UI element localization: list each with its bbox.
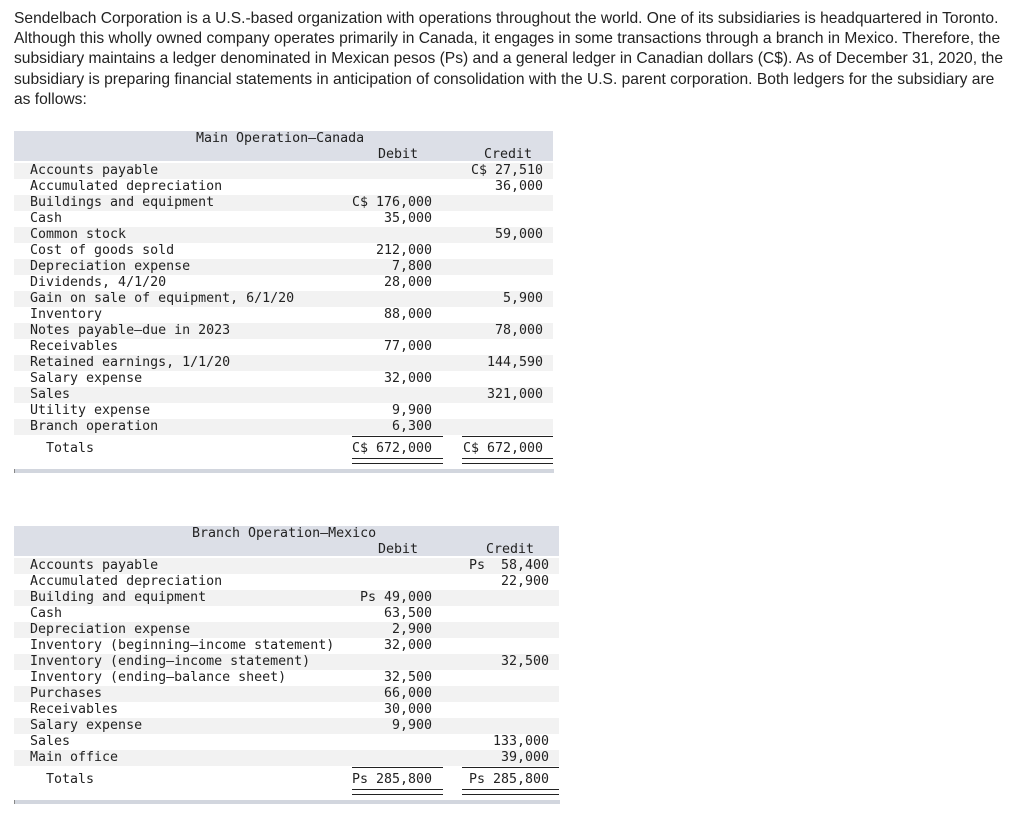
account-name: Gain on sale of equipment, 6/1/20 xyxy=(30,291,295,306)
debit-amount: 66,000 xyxy=(383,686,432,701)
debit-total-double-rule xyxy=(352,789,443,795)
account-name: Receivables xyxy=(30,702,119,717)
table-row xyxy=(14,243,553,259)
totals-row xyxy=(14,772,559,788)
table-row xyxy=(14,195,553,211)
debit-amount: 32,000 xyxy=(383,638,432,653)
credit-total-double-rule xyxy=(462,458,553,464)
debit-amount: 88,000 xyxy=(383,307,432,322)
account-name: Salary expense xyxy=(30,371,143,386)
account-name: Main office xyxy=(30,750,119,765)
table-row xyxy=(14,291,553,307)
mexico-ledger-table xyxy=(14,526,559,811)
debit-amount: 7,800 xyxy=(391,259,432,274)
debit-amount: 9,900 xyxy=(391,403,432,418)
account-name: Inventory (beginning—income statement) xyxy=(30,638,335,653)
table-row xyxy=(14,622,559,638)
account-name: Salary expense xyxy=(30,718,143,733)
table-row xyxy=(14,702,559,718)
credit-subtotal-rule xyxy=(462,436,553,437)
table-row xyxy=(14,638,559,654)
debit-amount: 30,000 xyxy=(383,702,432,717)
debit-amount: 212,000 xyxy=(375,243,432,258)
totals-label: Totals xyxy=(46,441,95,456)
table-row xyxy=(14,371,553,387)
debit-amount: 32,000 xyxy=(383,371,432,386)
credit-column-header: Credit xyxy=(483,147,533,162)
account-name: Inventory (ending—balance sheet) xyxy=(30,670,287,685)
table-footer-bar xyxy=(14,800,560,804)
debit-subtotal-rule xyxy=(352,436,443,437)
credit-amount: 36,000 xyxy=(494,179,543,194)
totals-row xyxy=(14,441,553,457)
table-row xyxy=(14,419,553,435)
account-name: Purchases xyxy=(30,686,103,701)
table-row xyxy=(14,211,553,227)
debit-total-double-rule xyxy=(352,458,443,464)
table-row xyxy=(14,734,559,750)
table-row xyxy=(14,323,553,339)
account-name: Receivables xyxy=(30,339,119,354)
canada-ledger-table xyxy=(14,131,553,481)
table-title: Branch Operation—Mexico xyxy=(192,526,377,541)
table-row xyxy=(14,718,559,734)
table-row xyxy=(14,387,553,403)
table-row xyxy=(14,403,553,419)
credit-amount: 22,900 xyxy=(500,574,549,589)
credit-total: C$ 672,000 xyxy=(462,441,543,456)
table-row xyxy=(14,227,553,243)
table-row xyxy=(14,686,559,702)
credit-total: Ps 285,800 xyxy=(468,772,549,787)
credit-amount: 59,000 xyxy=(494,227,543,242)
credit-amount: 144,590 xyxy=(486,355,543,370)
credit-amount: 78,000 xyxy=(494,323,543,338)
debit-total: Ps 285,800 xyxy=(351,772,432,787)
table-title: Main Operation—Canada xyxy=(196,131,365,146)
problem-intro: Sendelbach Corporation is a U.S.-based organization with operations throughout the world. One of its subsidiaries is headquartered in Toronto. Although this wholly owned company operates primarily in Canada, it engages in some transactions through a branch in Mexico. Therefore, the subsidiary maintains a ledger denominated in Mexican pesos (Ps) and a general ledger in Canadian dollars (C$). As of December 31, 2020, the subsidiary is preparing financial statements in anticipation of consolidation with the U.S. parent corporation. Both ledgers for the subsidiary are as follows: xyxy=(14,10,1004,108)
table-row xyxy=(14,307,553,323)
table-row xyxy=(14,670,559,686)
account-name: Inventory (ending—income statement) xyxy=(30,654,311,669)
table-row xyxy=(14,558,559,574)
account-name: Branch operation xyxy=(30,419,159,434)
debit-amount: Ps 49,000 xyxy=(359,590,432,605)
table-row xyxy=(14,590,559,606)
account-name: Buildings and equipment xyxy=(30,195,215,210)
table-row xyxy=(14,259,553,275)
account-name: Utility expense xyxy=(30,403,151,418)
account-name: Accounts payable xyxy=(30,163,159,178)
credit-amount: 32,500 xyxy=(500,654,549,669)
account-name: Accumulated depreciation xyxy=(30,574,223,589)
credit-amount: Ps 58,400 xyxy=(468,558,549,573)
account-name: Inventory xyxy=(30,307,103,322)
table-row xyxy=(14,339,553,355)
account-name: Retained earnings, 1/1/20 xyxy=(30,355,231,370)
table-row xyxy=(14,163,553,179)
table-row xyxy=(14,574,559,590)
debit-column-header: Debit xyxy=(377,542,419,557)
table-footer-bar xyxy=(14,469,554,473)
credit-amount: 321,000 xyxy=(486,387,543,402)
credit-amount: 133,000 xyxy=(492,734,549,749)
credit-amount: 5,900 xyxy=(502,291,543,306)
credit-column-header: Credit xyxy=(485,542,535,557)
debit-amount: 9,900 xyxy=(391,718,432,733)
account-name: Common stock xyxy=(30,227,127,242)
account-name: Cash xyxy=(30,606,63,621)
credit-amount: C$ 27,510 xyxy=(470,163,543,178)
table-row xyxy=(14,179,553,195)
debit-amount: 32,500 xyxy=(383,670,432,685)
table-row xyxy=(14,750,559,766)
table-row xyxy=(14,275,553,291)
debit-subtotal-rule xyxy=(352,767,443,768)
account-name: Cost of goods sold xyxy=(30,243,175,258)
debit-amount: 28,000 xyxy=(383,275,432,290)
account-name: Accounts payable xyxy=(30,558,159,573)
table-row xyxy=(14,606,559,622)
account-name: Cash xyxy=(30,211,63,226)
debit-amount: 6,300 xyxy=(391,419,432,434)
credit-amount: 39,000 xyxy=(500,750,549,765)
table-row xyxy=(14,654,559,670)
account-name: Notes payable—due in 2023 xyxy=(30,323,231,338)
account-name: Accumulated depreciation xyxy=(30,179,223,194)
totals-label: Totals xyxy=(46,772,95,787)
debit-amount: 35,000 xyxy=(383,211,432,226)
account-name: Sales xyxy=(30,387,71,402)
account-name: Depreciation expense xyxy=(30,622,191,637)
account-name: Building and equipment xyxy=(30,590,207,605)
debit-amount: C$ 176,000 xyxy=(351,195,432,210)
account-name: Depreciation expense xyxy=(30,259,191,274)
debit-total: C$ 672,000 xyxy=(351,441,432,456)
debit-column-header: Debit xyxy=(377,147,419,162)
account-name: Sales xyxy=(30,734,71,749)
credit-total-double-rule xyxy=(462,789,559,795)
debit-amount: 77,000 xyxy=(383,339,432,354)
debit-amount: 63,500 xyxy=(383,606,432,621)
debit-amount: 2,900 xyxy=(391,622,432,637)
table-row xyxy=(14,355,553,371)
credit-subtotal-rule xyxy=(462,767,559,768)
account-name: Dividends, 4/1/20 xyxy=(30,275,167,290)
